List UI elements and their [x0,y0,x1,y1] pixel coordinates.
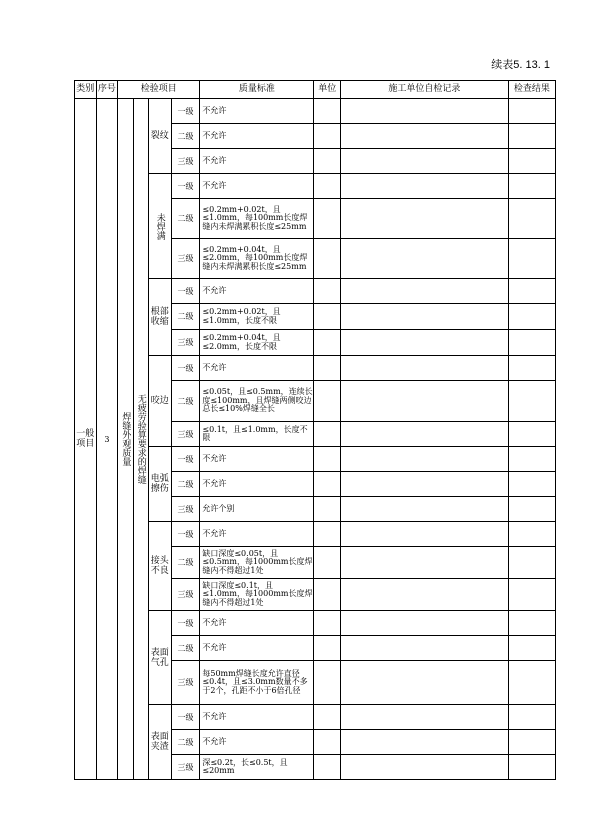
unit-cell [314,330,341,356]
level-cell: 二级 [171,472,200,497]
unit-cell [314,522,341,547]
seq-cell: 3 [96,99,118,780]
level-cell: 二级 [171,636,200,661]
standard-cell: ≤0.2mm+0.02t，且≤1.0mm，每100mm长度焊缝内未焊满累积长度≤25mm [200,199,314,239]
level-cell: 二级 [171,547,200,579]
item-porosity: 表面气孔 [148,611,171,705]
standard-cell: 缺口深度≤0.05t，且≤0.5mm，每1000mm长度焊缝内不得超过1处 [200,547,314,579]
group-sub-cell [133,99,148,780]
header-result: 检查结果 [508,81,555,99]
level-cell: 一级 [171,356,200,381]
unit-cell [314,99,341,124]
page-title: 续表5. 13. 1 [491,59,550,71]
standard-cell: 不允许 [200,636,314,661]
level-cell: 一级 [171,99,200,124]
record-cell [341,447,509,472]
header-self-check: 施工单位自检记录 [341,81,509,99]
category-cell: 一般项目 [75,99,97,780]
standard-cell: ≤0.1t，且≤1.0mm，长度不限 [200,422,314,447]
result-cell [508,497,555,522]
unit-cell [314,661,341,705]
item-slag: 表面夹渣 [148,705,171,780]
unit-cell [314,199,341,239]
result-cell [508,356,555,381]
header-standard: 质量标准 [200,81,314,99]
result-cell [508,174,555,199]
result-cell [508,547,555,579]
record-cell [341,636,509,661]
record-cell [341,661,509,705]
level-cell: 三级 [171,422,200,447]
level-cell: 三级 [171,497,200,522]
level-cell: 三级 [171,239,200,279]
standard-cell: 不允许 [200,279,314,304]
record-cell [341,472,509,497]
result-cell [508,447,555,472]
item-joint: 接头不良 [148,522,171,611]
unit-cell [314,381,341,422]
standard-cell: 不允许 [200,124,314,149]
level-cell: 二级 [171,381,200,422]
group-sub-label: 无疲劳验算要求的焊缝 [135,394,146,484]
result-cell [508,611,555,636]
result-cell [508,522,555,547]
record-cell [341,730,509,755]
unit-cell [314,497,341,522]
record-cell [341,124,509,149]
item-crack: 裂纹 [148,99,171,174]
standard-cell: 不允许 [200,99,314,124]
header-category: 类别 [75,81,97,99]
unit-cell [314,304,341,330]
result-cell [508,661,555,705]
item-arc: 电弧擦伤 [148,447,171,522]
standard-cell: 深≤0.2t，长≤0.5t，且≤20mm [200,755,314,780]
level-cell: 一级 [171,611,200,636]
unit-cell [314,636,341,661]
result-cell [508,330,555,356]
result-cell [508,279,555,304]
record-cell [341,755,509,780]
standard-cell: ≤0.2mm+0.04t，且≤2.0mm，每100mm长度焊缝内未焊满累积长度≤25mm [200,239,314,279]
record-grid-cell [341,422,509,447]
record-cell [341,611,509,636]
level-cell: 一级 [171,705,200,730]
item-incomplete: 未焊满 [154,212,165,240]
record-grid-cell [341,239,509,279]
level-cell: 三级 [171,330,200,356]
group-main-cell [118,99,133,780]
standard-cell: ≤0.2mm+0.02t，且≤1.0mm，长度不限 [200,304,314,330]
record-cell [341,497,509,522]
record-cell [341,149,509,174]
result-cell [508,422,555,447]
level-cell: 三级 [171,661,200,705]
standard-cell: 不允许 [200,522,314,547]
result-cell [508,149,555,174]
unit-cell [314,422,341,447]
standard-cell: 不允许 [200,611,314,636]
header-unit: 单位 [314,81,341,99]
unit-cell [314,472,341,497]
level-cell: 一级 [171,174,200,199]
standard-cell: 不允许 [200,356,314,381]
result-cell [508,381,555,422]
unit-cell [314,579,341,611]
header-seq: 序号 [96,81,118,99]
result-cell [508,99,555,124]
standard-cell: 不允许 [200,730,314,755]
standard-cell: 不允许 [200,705,314,730]
result-cell [508,124,555,149]
record-cell [341,99,509,124]
unit-cell [314,239,341,279]
record-cell [341,356,509,381]
unit-cell [314,611,341,636]
standard-cell: 每50mm焊缝长度允许直径≤0.4t，且≤3.0mm数量不多于2个，孔距不小于6倍孔径 [200,661,314,705]
table-row [75,99,556,124]
group-main-label: 焊缝外观质量 [120,412,131,466]
unit-cell [314,755,341,780]
level-cell: 三级 [171,149,200,174]
standard-cell: ≤0.05t，且≤0.5mm，连续长度≤100mm，且焊缝两侧咬边总长≤10%焊缝全长 [200,381,314,422]
unit-cell [314,124,341,149]
unit-cell [314,356,341,381]
level-cell: 一级 [171,522,200,547]
record-grid-cell [341,547,509,579]
unit-cell [314,279,341,304]
record-grid-cell [341,330,509,356]
standard-cell: 不允许 [200,149,314,174]
level-cell: 一级 [171,279,200,304]
level-cell: 二级 [171,304,200,330]
record-cell [341,174,509,199]
table-header-row [75,81,556,99]
standard-cell: 不允许 [200,447,314,472]
item-undercut: 咬边 [148,356,171,447]
level-cell: 三级 [171,755,200,780]
record-grid-cell [341,579,509,611]
result-cell [508,705,555,730]
unit-cell [314,174,341,199]
standard-cell: 缺口深度≤0.1t，且≤1.0mm，每1000mm长度焊缝内不得超过1处 [200,579,314,611]
level-cell: 三级 [171,579,200,611]
record-grid-cell [341,199,509,239]
unit-cell [314,705,341,730]
result-cell [508,472,555,497]
standard-cell: 不允许 [200,174,314,199]
inspection-table [74,80,556,780]
standard-cell: ≤0.2mm+0.04t，且≤2.0mm，长度不限 [200,330,314,356]
unit-cell [314,547,341,579]
result-cell [508,755,555,780]
record-cell [341,705,509,730]
level-cell: 二级 [171,199,200,239]
standard-cell: 允许个别 [200,497,314,522]
record-cell [341,279,509,304]
standard-cell: 不允许 [200,472,314,497]
header-item: 检验项目 [118,81,200,99]
record-grid-cell [341,381,509,422]
unit-cell [314,149,341,174]
item-incomplete-cell [148,174,171,279]
result-cell [508,239,555,279]
result-cell [508,636,555,661]
unit-cell [314,730,341,755]
result-cell [508,199,555,239]
record-cell [341,522,509,547]
item-root: 根部收缩 [148,279,171,356]
level-cell: 一级 [171,447,200,472]
result-cell [508,730,555,755]
result-cell [508,579,555,611]
record-grid-cell [341,304,509,330]
level-cell: 二级 [171,124,200,149]
result-cell [508,304,555,330]
unit-cell [314,447,341,472]
level-cell: 二级 [171,730,200,755]
